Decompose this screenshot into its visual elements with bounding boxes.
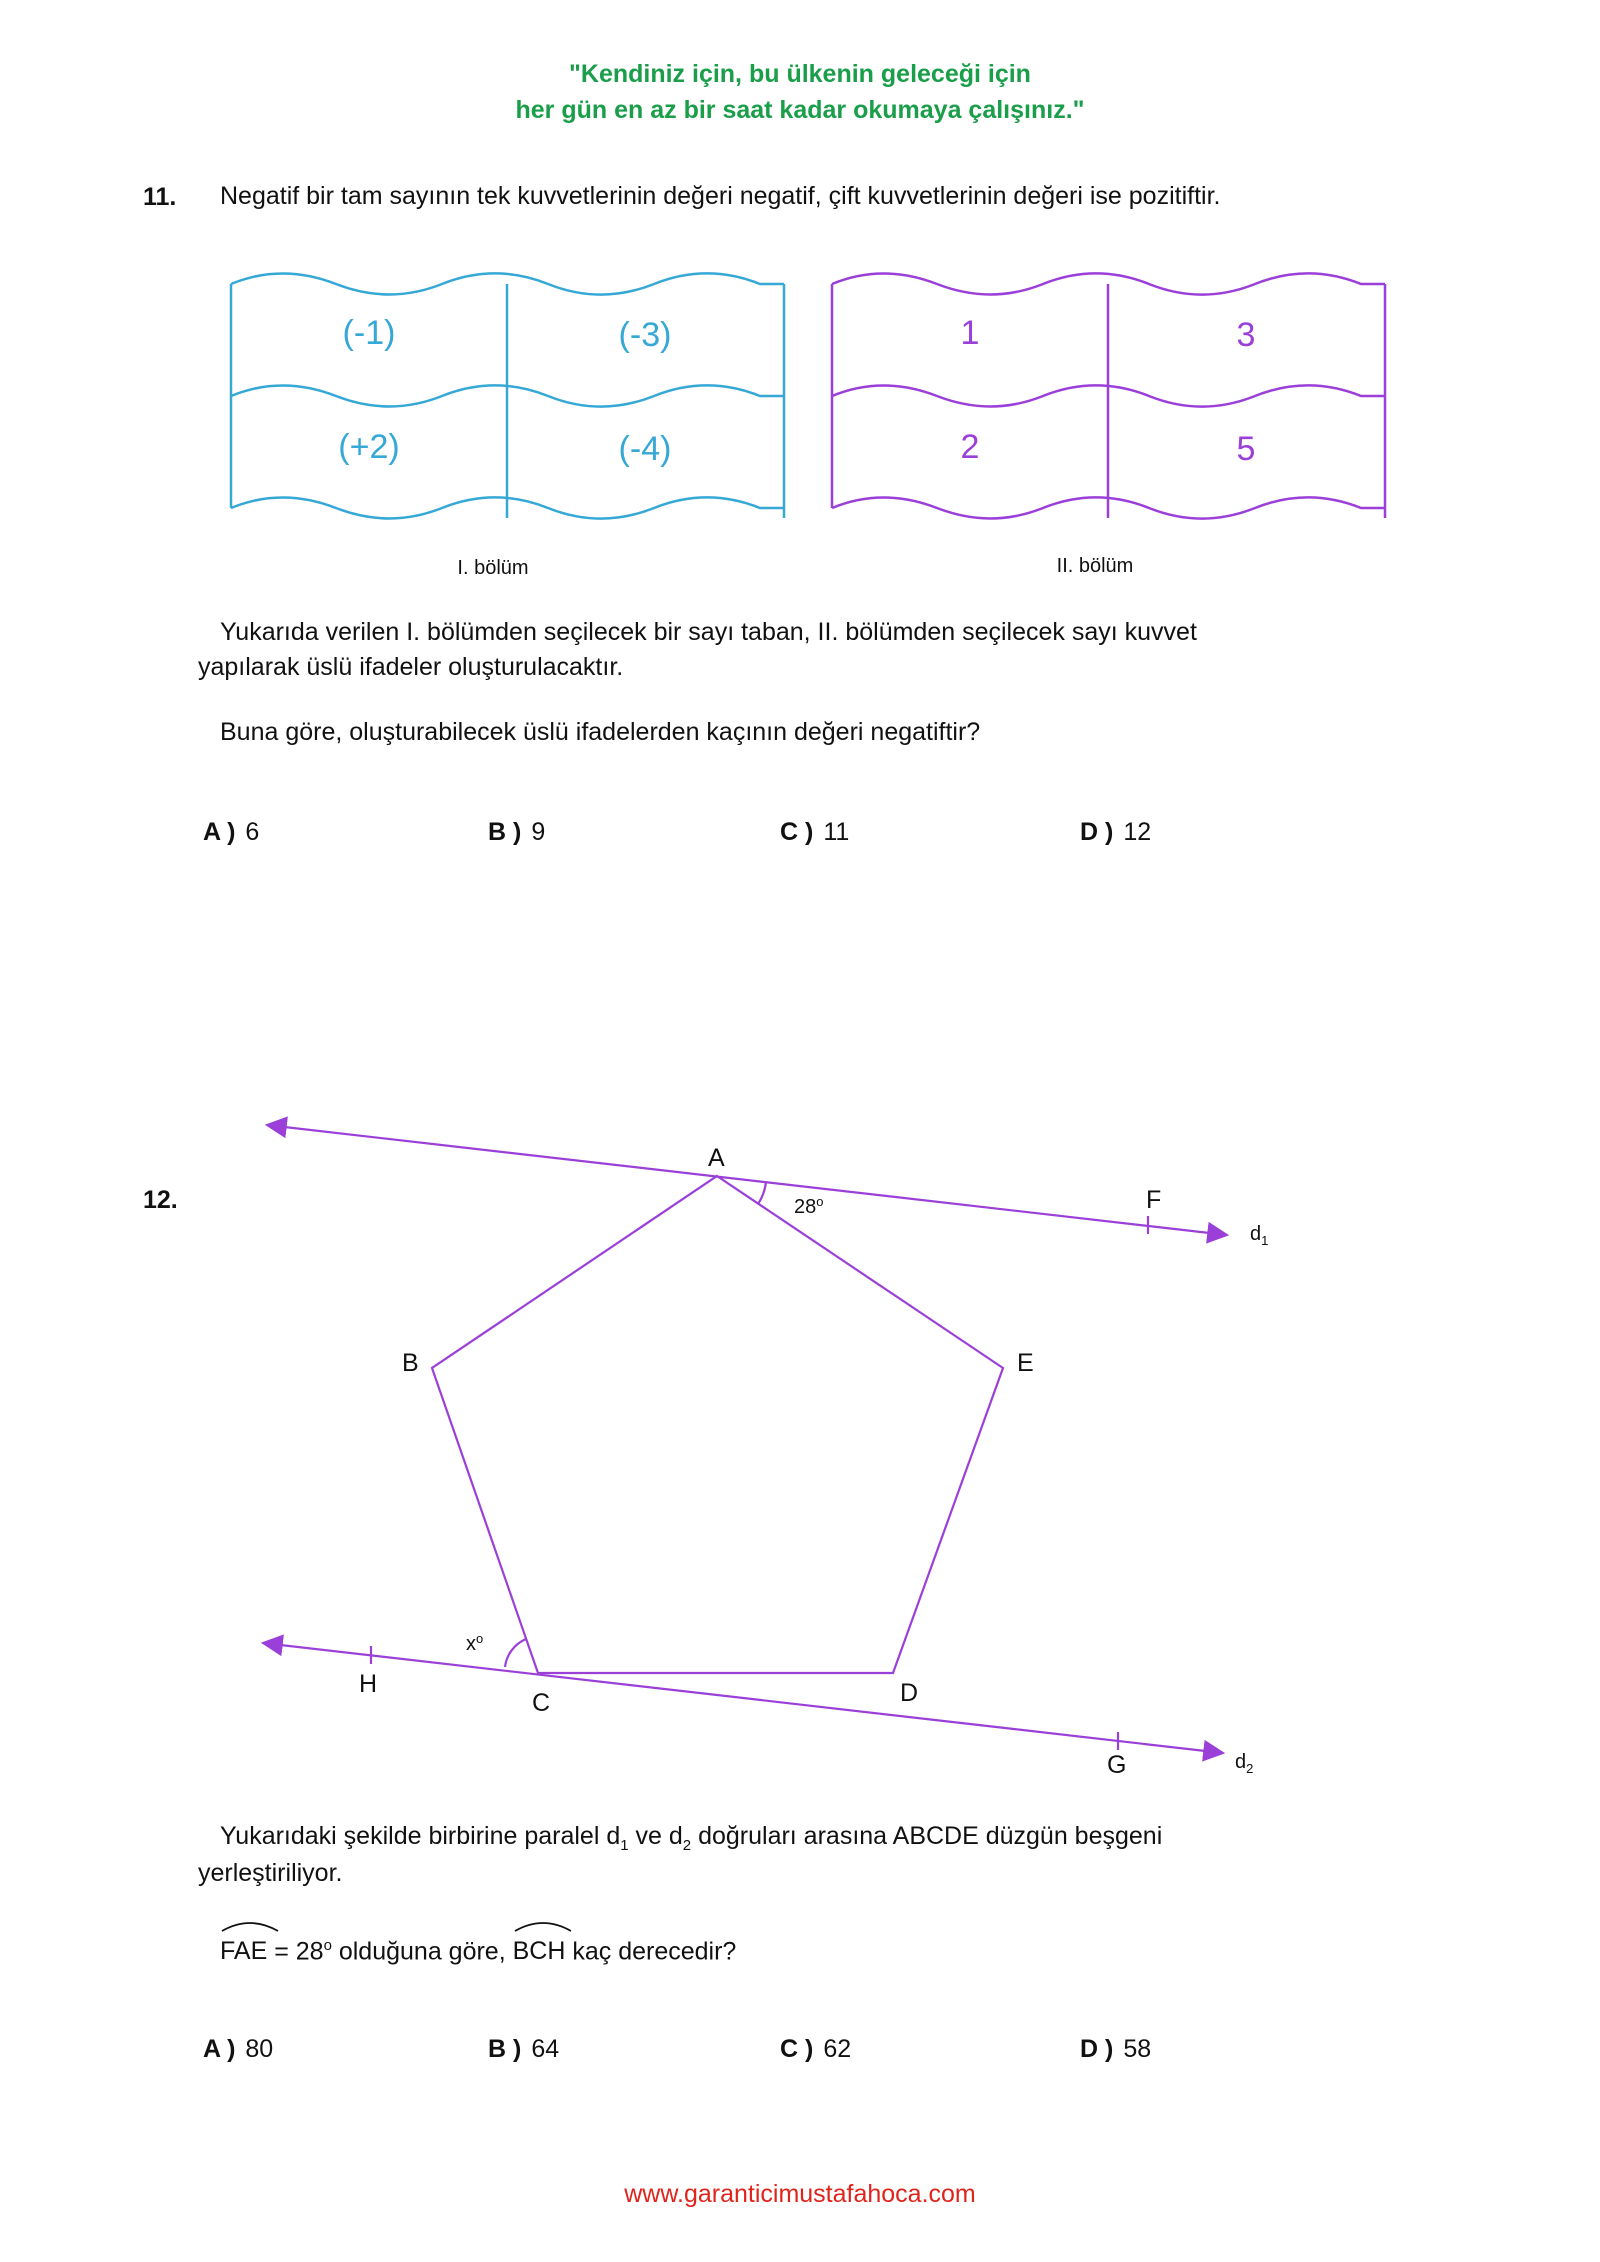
option-value: 9 (531, 818, 546, 846)
question-11-number: 11. (143, 183, 177, 211)
label-e: E (1017, 1349, 1034, 1377)
question-11-question: Buna göre, oluşturabilecek üslü ifadelerden kaçının değeri negatiftir? (220, 718, 981, 746)
section-1-cell-4: (-4) (618, 430, 672, 468)
section-1-cell-3: (+2) (338, 428, 400, 466)
motto-line-2: her gün en az bir saat kadar okumaya çalışınız." (515, 96, 1085, 124)
option-letter: A ) (203, 2035, 236, 2063)
motto (0, 56, 1600, 128)
question-11-body-line-2: yapılarak üslü ifadeler oluşturulacaktır. (198, 653, 624, 681)
subscript-1: 1 (620, 1837, 629, 1854)
question-11-option-b[interactable] (488, 818, 545, 847)
question-11-intro: Negatif bir tam sayının tek kuvvetlerinin değeri negatif, çift kuvvetlerinin değeri ise pozitiftir. (220, 182, 1221, 210)
question-11-option-d[interactable] (1080, 818, 1151, 847)
line-d2 (263, 1643, 1223, 1753)
section-1-cell-1: (-1) (342, 314, 396, 352)
pentagon-abcde (432, 1176, 1003, 1673)
option-value: 80 (245, 2035, 274, 2063)
label-f: F (1146, 1186, 1162, 1214)
label-c: C (532, 1689, 551, 1717)
label-b: B (402, 1349, 419, 1377)
section-2-label: II. bölüm (1056, 555, 1134, 577)
option-letter: A ) (203, 818, 236, 846)
motto-line-1: "Kendiniz için, bu ülkenin geleceği için (569, 60, 1031, 88)
question-12-number: 12. (143, 1186, 178, 1214)
label-h: H (359, 1670, 378, 1698)
label-d: D (900, 1679, 919, 1707)
label-angle-28: 28$^o$ (794, 1194, 824, 1218)
arc-fae: FAE (220, 1933, 267, 1969)
body-text-c: doğruları arasına ABCDE düzgün beşgeni (691, 1822, 1163, 1850)
label-a: A (708, 1144, 725, 1172)
question-12-option-a[interactable] (203, 2035, 273, 2064)
question-11-option-c[interactable] (780, 818, 849, 847)
section-2-cell-2: 3 (1236, 316, 1256, 354)
section-2-table (832, 274, 1385, 519)
question-12-option-c[interactable] (780, 2035, 851, 2064)
section-1-table (231, 274, 784, 519)
section-1-cell-2: (-3) (618, 316, 672, 354)
question-12-option-b[interactable] (488, 2035, 559, 2064)
option-value: 12 (1123, 818, 1152, 846)
label-angle-x: $x^o$ (466, 1631, 484, 1655)
option-value: 64 (531, 2035, 560, 2063)
option-letter: B ) (488, 2035, 522, 2063)
angle-arc-x (505, 1639, 526, 1667)
option-letter: D ) (1080, 818, 1114, 846)
option-letter: B ) (488, 818, 522, 846)
section-2-cell-3: 2 (960, 428, 980, 466)
option-value: 11 (823, 818, 850, 846)
question-11-option-a[interactable] (203, 818, 259, 847)
angle-arc-28 (758, 1182, 766, 1204)
label-g: G (1107, 1751, 1127, 1779)
line-d1 (267, 1125, 1227, 1235)
arc-bch: BCH (513, 1933, 566, 1969)
option-value: 62 (823, 2035, 852, 2063)
question-11-body-line-1: Yukarıda verilen I. bölümden seçilecek bir sayı taban, II. bölümden seçilecek sayı kuvvet (220, 618, 1197, 646)
question-12-body-line-2: yerleştiriliyor. (198, 1859, 343, 1887)
question-12-body-line-1 (220, 1818, 1162, 1864)
label-d2: $d_2$ (1235, 1751, 1254, 1776)
section-2-cell-4: 5 (1236, 430, 1256, 468)
question-12-question: FAE = $28^o$ olduğuna göre, BCH kaç derecedir? (220, 1928, 736, 1969)
footer-website-link[interactable]: www.garanticimustafahoca.com (624, 2180, 976, 2208)
option-value: 6 (245, 818, 260, 846)
option-letter: C ) (780, 2035, 814, 2063)
option-letter: C ) (780, 818, 814, 846)
body-text-a: Yukarıdaki şekilde birbirine paralel d (220, 1822, 621, 1850)
subscript-2: 2 (682, 1837, 692, 1854)
body-text-b: ve d (628, 1822, 683, 1850)
section-1-label: I. bölüm (457, 557, 529, 579)
section-2-cell-1: 1 (960, 314, 980, 352)
question-12-option-d[interactable] (1080, 2035, 1151, 2064)
option-letter: D ) (1080, 2035, 1114, 2063)
label-d1: $d_1$ (1250, 1223, 1269, 1248)
pentagon-figure (0, 1100, 1600, 1780)
option-value: 58 (1123, 2035, 1152, 2063)
